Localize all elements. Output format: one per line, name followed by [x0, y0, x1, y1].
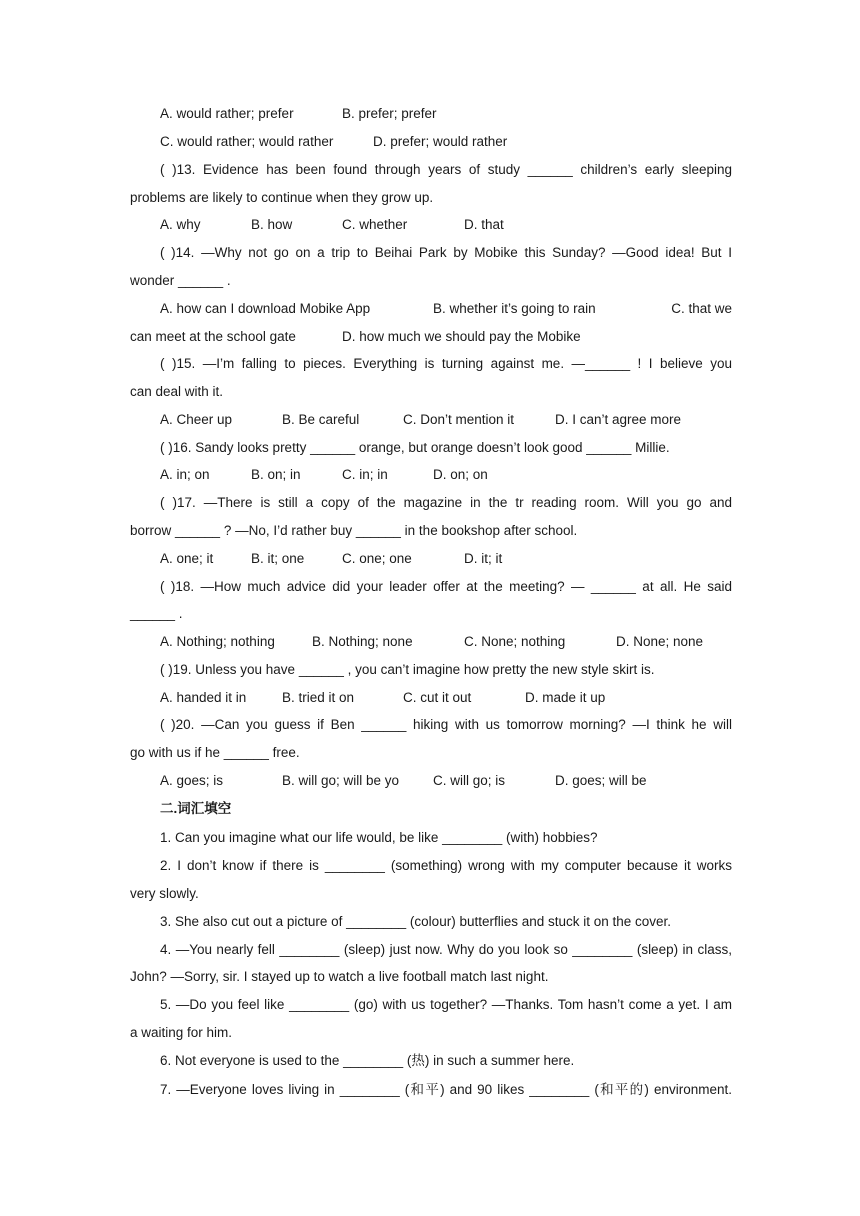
q20-option-d: D. goes; will be — [555, 773, 647, 788]
q13-option-c: C. whether — [342, 217, 408, 232]
q18-line1: ( )18. —How much advice did your leader offer at the meeting? — ______ at all. He said — [160, 579, 732, 594]
q14-line1: ( )14. —Why not go on a trip to Beihai Park by Mobike this Sunday? —Good idea! But I — [160, 245, 732, 260]
q15-option-d: D. I can’t agree more — [555, 412, 682, 427]
q14-option-a: A. how can I download Mobike App — [160, 301, 371, 316]
q12-option-b: B. prefer; prefer — [342, 106, 437, 121]
q18-option-d: D. None; none — [616, 634, 704, 649]
q18-option-c: C. None; nothing — [464, 634, 566, 649]
q13-line2: problems are likely to continue when they grow up. — [130, 190, 434, 205]
q19-line1: ( )19. Unless you have ______ , you can’t imagine how pretty the new style skirt is. — [160, 662, 655, 677]
q15-option-c: C. Don’t mention it — [403, 412, 515, 427]
vocab-item-4-line2: John? —Sorry, sir. I stayed up to watch a live football match last night. — [130, 969, 549, 984]
q17-line2: borrow ______ ? —No, I’d rather buy ______ in the bookshop after school. — [130, 523, 578, 538]
q14-option-c: C. that we — [671, 301, 732, 316]
q18-option-a: A. Nothing; nothing — [160, 634, 275, 649]
q20-line1: ( )20. —Can you guess if Ben ______ hiking with us tomorrow morning? —I think he will — [160, 717, 732, 732]
vocab-item-1: 1. Can you imagine what our life would, be like ________ (with) hobbies? — [160, 830, 598, 845]
vocab-item-7: 7. —Everyone loves living in ________ (和平) and 90 likes ________ (和平的) environment. — [160, 1082, 732, 1097]
vocab-item-5-line1: 5. —Do you feel like ________ (go) with us together? —Thanks. Tom hasn’t come a yet. I am — [160, 997, 732, 1012]
q14-option-b: B. whether it’s going to rain — [433, 301, 596, 316]
q15-line2: can deal with it. — [130, 384, 224, 399]
q20-option-b: B. will go; will be yo — [282, 773, 400, 788]
vocab-item-6: 6. Not everyone is used to the ________ (热) in such a summer here. — [160, 1053, 575, 1068]
q17-option-b: B. it; one — [251, 551, 305, 566]
q14-line2: wonder ______ . — [130, 273, 231, 288]
q20-option-c: C. will go; is — [433, 773, 506, 788]
q19-option-b: B. tried it on — [282, 690, 355, 705]
q15-option-a: A. Cheer up — [160, 412, 233, 427]
q13-option-b: B. how — [251, 217, 293, 232]
q16-option-b: B. on; in — [251, 467, 301, 482]
q16-option-a: A. in; on — [160, 467, 210, 482]
vocab-item-3: 3. She also cut out a picture of ________ (colour) butterflies and stuck it on the cover. — [160, 914, 672, 929]
q18-option-b: B. Nothing; none — [312, 634, 413, 649]
q16-option-c: C. in; in — [342, 467, 388, 482]
q19-option-c: C. cut it out — [403, 690, 472, 705]
q17-line1: ( )17. —There is still a copy of the magazine in the tr reading room. Will you go and — [160, 495, 732, 510]
q12-option-d: D. prefer; would rather — [373, 134, 508, 149]
q20-line2: go with us if he ______ free. — [130, 745, 300, 760]
q14-option-c-cont: can meet at the school gate — [130, 329, 296, 344]
q14-option-d: D. how much we should pay the Mobike — [342, 329, 581, 344]
q17-option-a: A. one; it — [160, 551, 214, 566]
q13-line1: ( )13. Evidence has been found through years of study ______ children’s early sleeping — [160, 162, 732, 177]
q19-option-a: A. handed it in — [160, 690, 247, 705]
q17-option-d: D. it; it — [464, 551, 503, 566]
q16-line1: ( )16. Sandy looks pretty ______ orange, but orange doesn’t look good ______ Millie. — [160, 440, 670, 455]
q15-option-b: B. Be careful — [282, 412, 360, 427]
q19-option-d: D. made it up — [525, 690, 606, 705]
q15-line1: ( )15. —I’m falling to pieces. Everything is turning against me. —______ ! I believe you — [160, 356, 732, 371]
q17-option-c: C. one; one — [342, 551, 412, 566]
q18-line2: ______ . — [130, 606, 183, 621]
vocab-item-2-line1: 2. I don’t know if there is ________ (something) wrong with my computer because it works — [160, 858, 732, 873]
section-heading: 二.词汇填空 — [160, 801, 232, 816]
q12-option-c: C. would rather; would rather — [160, 134, 334, 149]
vocab-item-2-line2: very slowly. — [130, 886, 199, 901]
vocab-item-5-line2: a waiting for him. — [130, 1025, 233, 1040]
vocab-item-4-line1: 4. —You nearly fell ________ (sleep) just now. Why do you look so ________ (sleep) in class, — [160, 942, 732, 957]
q16-option-d: D. on; on — [433, 467, 488, 482]
q20-option-a: A. goes; is — [160, 773, 224, 788]
q13-option-a: A. why — [160, 217, 201, 232]
q12-option-a: A. would rather; prefer — [160, 106, 294, 121]
q13-option-d: D. that — [464, 217, 504, 232]
